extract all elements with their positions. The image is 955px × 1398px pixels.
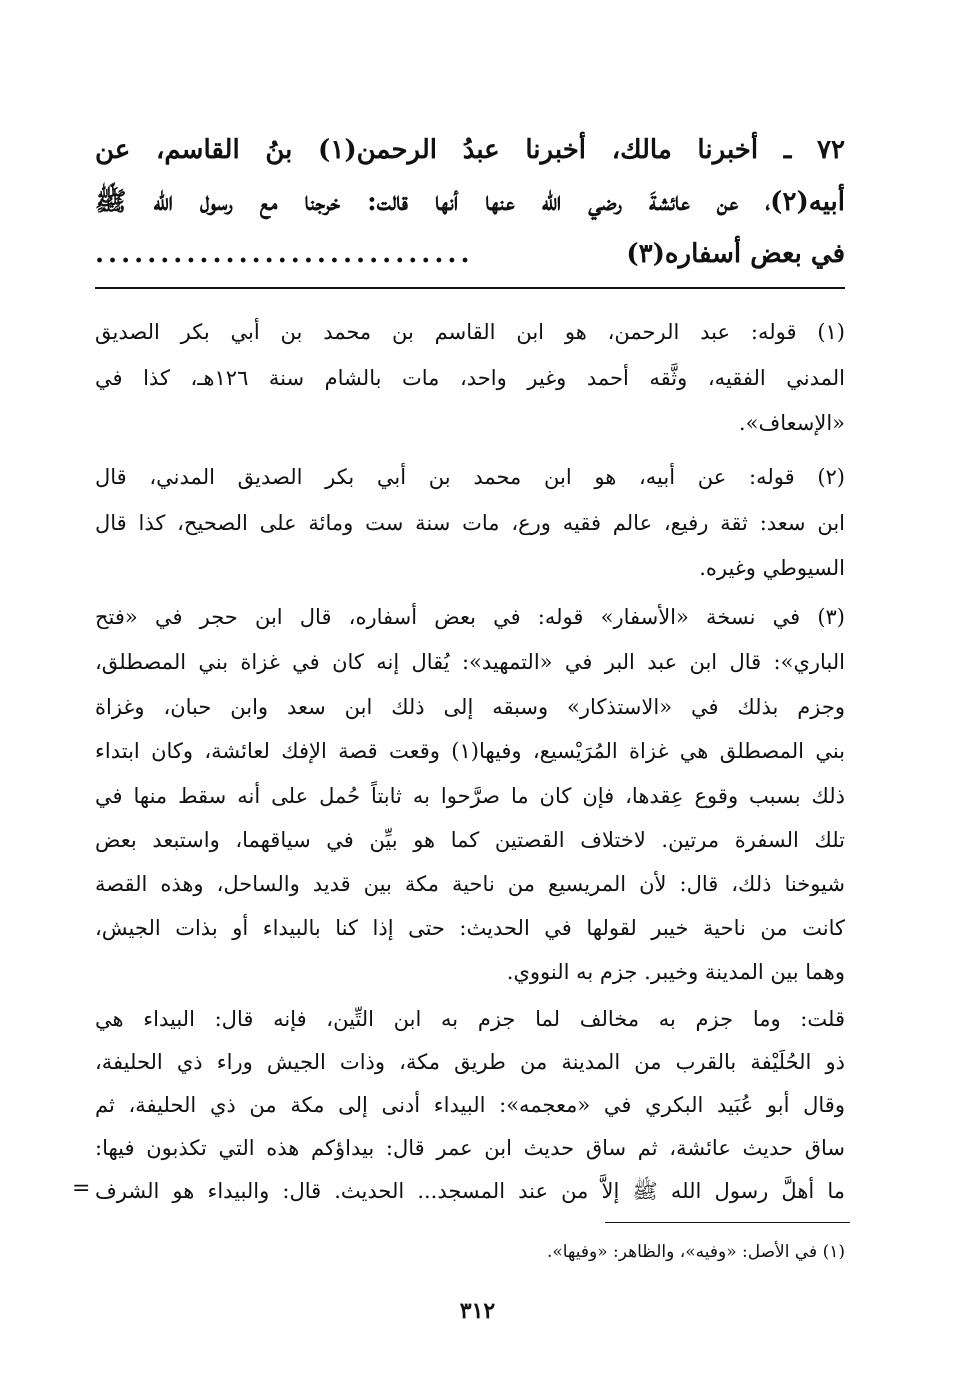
main-text-last-line: في بعض أسفاره(٣) — [626, 239, 845, 269]
commentary-note-1-line-2: المدني الفقيه، وثَّقه أحمد وغير واحد، مات بالشام سنة ١٢٦هـ، كذا في — [95, 366, 845, 390]
main-text-line-2: أبيه(٢)، عن عائشةَ رضي الله عنها أنها قالت: خرجنا مع رسول الله ﷺ — [95, 187, 845, 217]
commentary-note-2-line-1: (٢) قوله: عن أبيه، هو ابن محمد بن أبي بكر الصديق المدني، قال — [95, 465, 845, 489]
commentary-para-4-line-3: وقال أبو عُبَيد البكري في «معجمه»: البيداء أدنى إلى مكة من ذي الحليفة، ثم — [95, 1093, 845, 1117]
commentary-note-3-line-7: شيوخنا ذلك، قال: لأن المريسيع من ناحية مكة بين قديد والساحل، وهذه القصة — [95, 872, 845, 896]
main-separator-rule — [95, 287, 845, 289]
commentary-para-4-line-5: ما أهلَّ رسول الله ﷺ إلاَّ من عند المسجد... الحديث. قال: والبيداء هو الشرف — [95, 1179, 845, 1203]
commentary-para-4-line-2: ذو الحُلَيْفة بالقرب من المدينة من طريق مكة، وذات الجيش وراء ذي الحليفة، — [95, 1050, 845, 1074]
commentary-note-2-line-3: السيوطي وغيره. — [699, 556, 845, 580]
page-number: ٣١٢ — [459, 1298, 496, 1324]
footnote: (١) في الأصل: «وفيه»، والظاهر: «وفيها». — [546, 1242, 845, 1262]
commentary-note-3-line-8: كانت من ناحية خيبر لقولها في الحديث: حتى إذا كنا بالبيداء أو بذات الجيش، — [95, 916, 845, 940]
commentary-note-3-line-3: وجزم بذلك في «الاستذكار» وسبقه إلى ذلك ابن سعد وابن حبان، وغزاة — [95, 695, 845, 719]
commentary-note-3-line-9: وهما بين المدينة وخيبر. جزم به النووي. — [506, 960, 845, 984]
commentary-note-3-line-5: ذلك بسبب وقوع عِقدها، فإن كان ما صرَّحوا به ثابتاً حُمل على أنه سقط منها في — [95, 784, 845, 808]
main-text-line-1: ٧٢ ـ أخبرنا مالك، أخبرنا عبدُ الرحمن(١) بنُ القاسم، عن — [95, 135, 845, 165]
commentary-note-2-line-2: ابن سعد: ثقة رفيع، عالم فقيه ورع، مات سنة ست ومائة على الصحيح، كذا قال — [95, 511, 845, 535]
commentary-note-3-line-1: (٣) في نسخة «الأسفار» قوله: في بعض أسفاره، قال ابن حجر في «فتح — [95, 605, 845, 629]
commentary-para-4-line-4: ساق حديث عائشة، ثم ساق حديث ابن عمر قال: بيداؤكم هذه التي تكذبون فيها: — [95, 1136, 845, 1160]
commentary-note-1-line-1: (١) قوله: عبد الرحمن، هو ابن القاسم بن محمد بن أبي بكر الصديق — [95, 320, 845, 344]
commentary-para-4-line-1: قلت: وما جزم به مخالف لما جزم به ابن التِّين، فإنه قال: البيداء هي — [95, 1007, 845, 1031]
main-text-line-3 — [95, 232, 845, 276]
footnote-separator-rule — [605, 1222, 850, 1223]
commentary-note-3-line-6: تلك السفرة مرتين. لاختلاف القصتين كما هو بيِّن في سياقهما، واستبعد بعض — [95, 828, 845, 852]
commentary-note-1-line-3: «الإسعاف». — [738, 411, 845, 435]
continuation-mark: = — [72, 1176, 91, 1201]
ellipsis-dots: ............................. — [95, 239, 474, 269]
commentary-note-3-line-2: الباري»: قال ابن عبد البر في «التمهيد»: يُقال إنه كان في غزاة بني المصطلق، — [95, 650, 845, 674]
commentary-note-3-line-4: بني المصطلق هي غزاة المُرَيْسيع، وفيها(١) وقعت قصة الإفك لعائشة، وكان ابتداء — [95, 739, 845, 763]
